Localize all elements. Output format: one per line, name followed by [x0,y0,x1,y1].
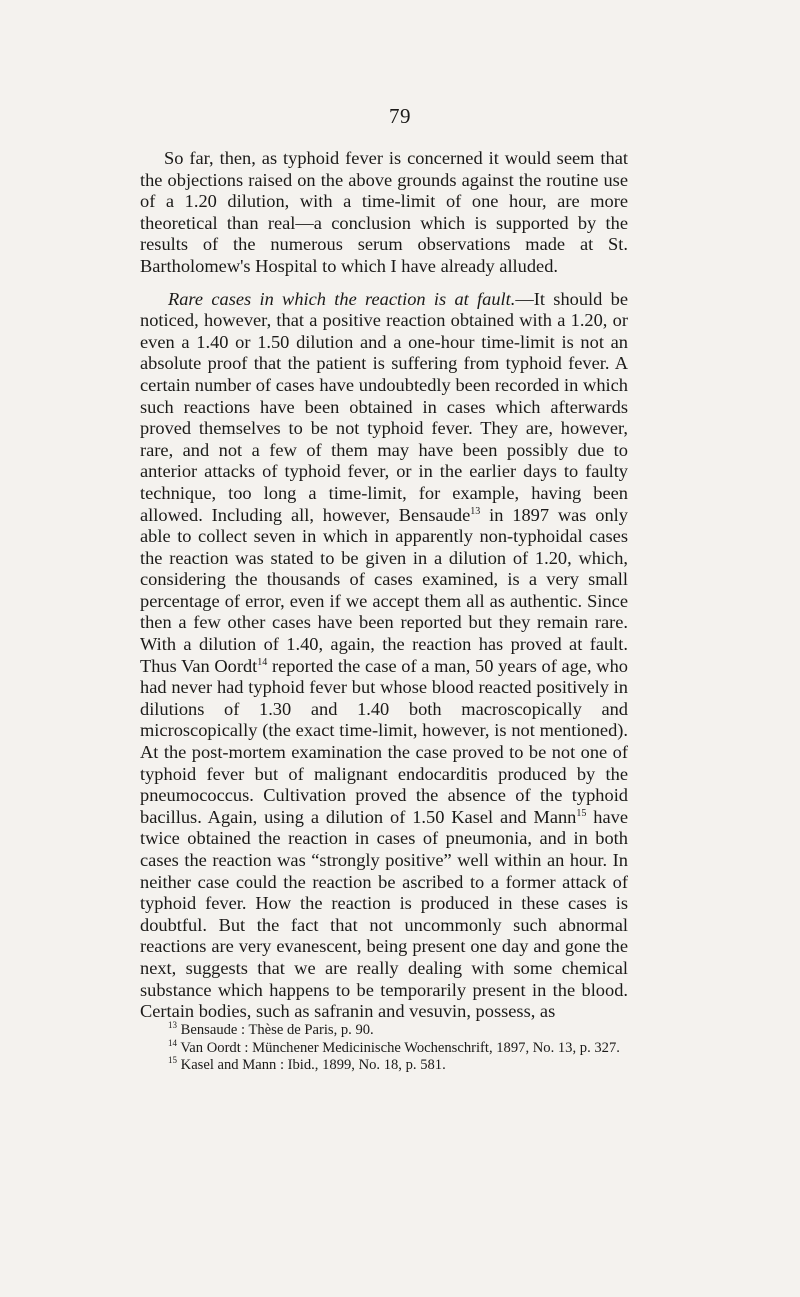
paragraph-intro: So far, then, as typhoid fever is concerned it would seem that the objections raised on the above grounds against the routine use of a 1.20 dilution, with a time-limit of one hour, are more theoretical than real—a conclusion which is supported by the results of the numerous serum observations made at St. Bartholomew's Hospital to which I have already alluded. [140,148,628,276]
footnote-mark: 13 [168,1020,177,1030]
footnote-text: Kasel and Mann : Ibid., 1899, No. 18, p. 581. [177,1057,446,1073]
footnotes [140,1022,628,1075]
footnote-text: Bensaude : Thèse de Paris, p. 90. [177,1022,374,1038]
paragraph-rare-cases [140,289,628,1023]
footnote-text: Van Oordt : Münchener Medicinische Wochenschrift, 1897, No. 13, p. 327. [177,1039,620,1056]
body-text [140,148,628,1023]
footnote [140,1037,628,1058]
paragraph-text-part-4: have twice obtained the reaction in cases of pneumonia, and in both cases the reaction was “strongly positive” well within an hour. In neither case could the reaction be ascribed to a former attack of typhoid fever. How the reaction is produced in these cases is doubtful. But the fact that not uncommonly such abnormal reactions are very evanescent, being present one day and gone the next, suggests that we are really dealing with some chemical substance which happens to be temporarily present in the blood. Certain bodies, such as safranin and vesuvin, possess, as [140,806,628,1022]
footnote-mark: 15 [168,1055,177,1065]
page-number: 79 [389,104,411,128]
footnote-ref-15: 15 [576,807,587,819]
footnote-ref-13: 13 [470,505,481,517]
paragraph-text-part-1: —It should be noticed, however, that a positive reaction obtained with a 1.20, or even a 1.40 or 1.50 dilution and a one-hour time-limit is not an absolute proof that the patient is suffering from typhoid fever. A certain number of cases have undoubtedly been recorded in which such reactions have been obtained in cases which afterwards proved themselves to be not typhoid fever. They are, however, rare, and not a few of them may have been possibly due to anterior attacks of typhoid fever, or in the earlier days to faulty technique, too long a time-limit, for example, having been allowed. Including all, however, Bensaude [140,288,628,525]
section-heading: Rare cases in which the reaction is at fault. [168,288,516,309]
footnote-ref-14: 14 [257,656,268,668]
footnote [140,1022,628,1040]
footnote [140,1057,628,1075]
paragraph-text-part-3: reported the case of a man, 50 years of age, who had never had typhoid fever but whose blood reacted positively in dilutions of 1.30 and 1.40 both macroscopically and microscopically (the exact time-limit, however, is not mentioned). At the post-mortem examination the case proved to be not one of typhoid fever but of malignant endocarditis produced by the pneumococcus. Cultivation proved the absence of the typhoid bacillus. Again, using a dilution of 1.50 Kasel and Mann [140,655,628,827]
footnote-mark: 14 [168,1037,177,1048]
paragraph-text-part-2: in 1897 was only able to collect seven in which in apparently non-typhoidal cases the reaction was stated to be given in a dilution of 1.20, which, considering the thousands of cases examined, is a very small percentage of error, even if we accept them all as authentic. Since then a few other cases have been reported but they remain rare. With a dilution of 1.40, again, the reaction has proved at fault. Thus Van Oordt [140,504,628,676]
